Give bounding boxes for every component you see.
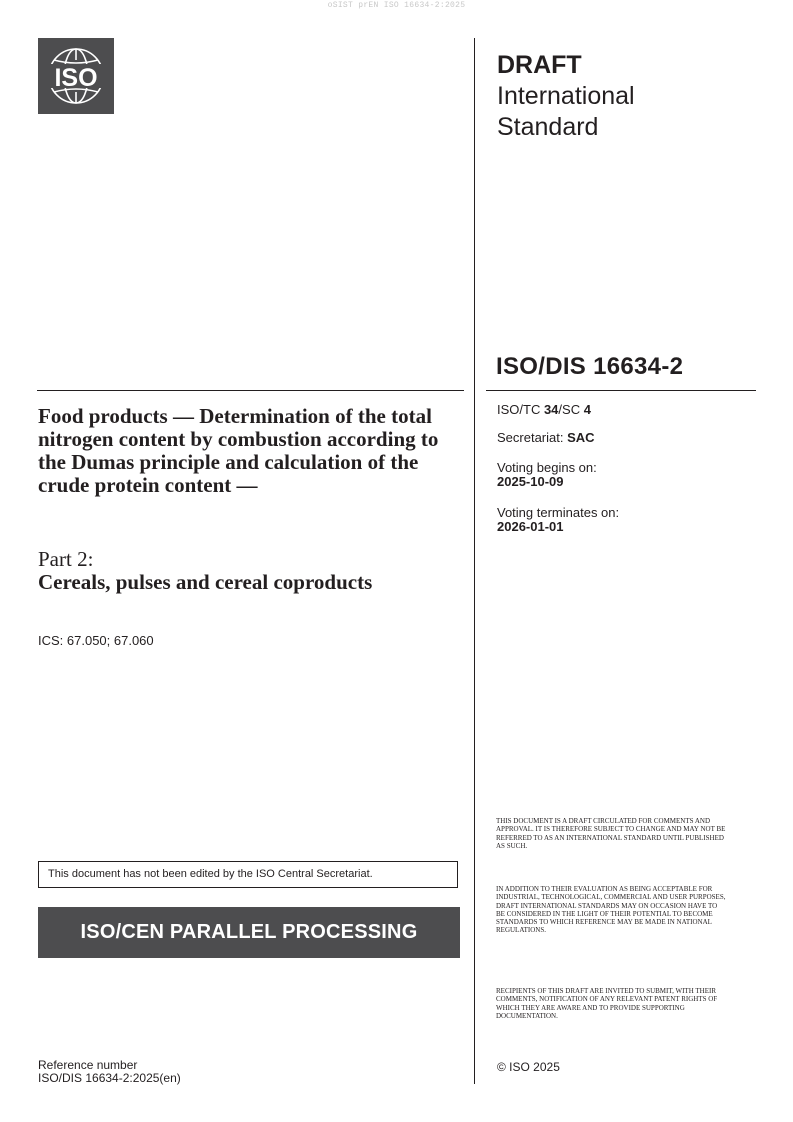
part-title: Cereals, pulses and cereal coproducts [38,570,373,594]
voting-begins-label: Voting begins on: [497,460,597,475]
secretariat-line [497,431,595,445]
watermark: oSIST prEN ISO 16634-2:2025 [327,1,466,10]
copyright-notice: © ISO 2025 [497,1060,560,1074]
draft-label: DRAFT [497,51,582,79]
document-number: ISO/DIS 16634-2 [496,353,684,380]
document-title: Food products — Determination of the total nitrogen content by combustion according to the Dumas principle and calculation of the crude protein content — [38,404,439,497]
iso-logo [38,38,114,114]
tc-number: 34 [543,402,559,417]
document-type-heading [497,50,635,143]
disclaimer-paragraph-2: IN ADDITION TO THEIR EVALUATION AS BEING ACCEPTABLE FOR INDUSTRIAL, TECHNOLOGICAL, COMMERCIAL AND USER PURPOSES, DRAFT INTERNATIONAL STANDARDS MAY ON OCCASION HAVE TO BE CONSIDERED IN THE LIGHT OF THEIR POTENTIAL TO BECOME STANDARDS TO WHICH REFERENCE MAY BE MADE IN NATIONAL REGULATIONS. [496,885,726,935]
ics-codes: ICS: 67.050; 67.060 [38,633,154,648]
secretariat-label: Secretariat: [497,430,568,445]
committee-line [497,403,591,417]
iso-globe-icon [38,38,114,114]
not-edited-notice: This document has not been edited by the ISO Central Secretariat. [38,861,458,888]
title-rule-right [486,390,756,391]
reference-value: ISO/DIS 16634-2:2025(en) [38,1071,181,1085]
sc-prefix: /SC [558,402,584,417]
disclaimer-paragraph-1: THIS DOCUMENT IS A DRAFT CIRCULATED FOR COMMENTS AND APPROVAL. IT IS THEREFORE SUBJECT TO CHANGE AND MAY NOT BE REFERRED TO AS AN INTERNATIONAL STANDARD UNTIL PUBLISHED AS SUCH. [496,817,726,850]
voting-begins-date: 2025-10-09 [497,474,564,489]
international-label: International [497,82,635,110]
parallel-processing-banner: ISO/CEN PARALLEL PROCESSING [38,907,460,958]
standard-label: Standard [497,113,599,141]
secretariat-value: SAC [567,430,595,445]
reference-number [38,1059,181,1085]
logo-text: ISO [54,64,98,92]
title-rule-left [37,390,464,391]
reference-label: Reference number [38,1058,138,1072]
part-label: Part 2: [38,547,94,571]
voting-terminates-date: 2026-01-01 [497,519,564,534]
voting-terminates [497,506,619,534]
voting-terminates-label: Voting terminates on: [497,505,620,520]
sc-number: 4 [583,402,591,417]
committee-prefix: ISO/TC [497,402,544,417]
disclaimer-paragraph-3: RECIPIENTS OF THIS DRAFT ARE INVITED TO SUBMIT, WITH THEIR COMMENTS, NOTIFICATION OF ANY RELEVANT PATENT RIGHTS OF WHICH THEY ARE AWARE AND TO PROVIDE SUPPORTING DOCUMENTATION. [496,987,718,1020]
column-divider [474,38,475,1084]
voting-begins [497,461,597,489]
